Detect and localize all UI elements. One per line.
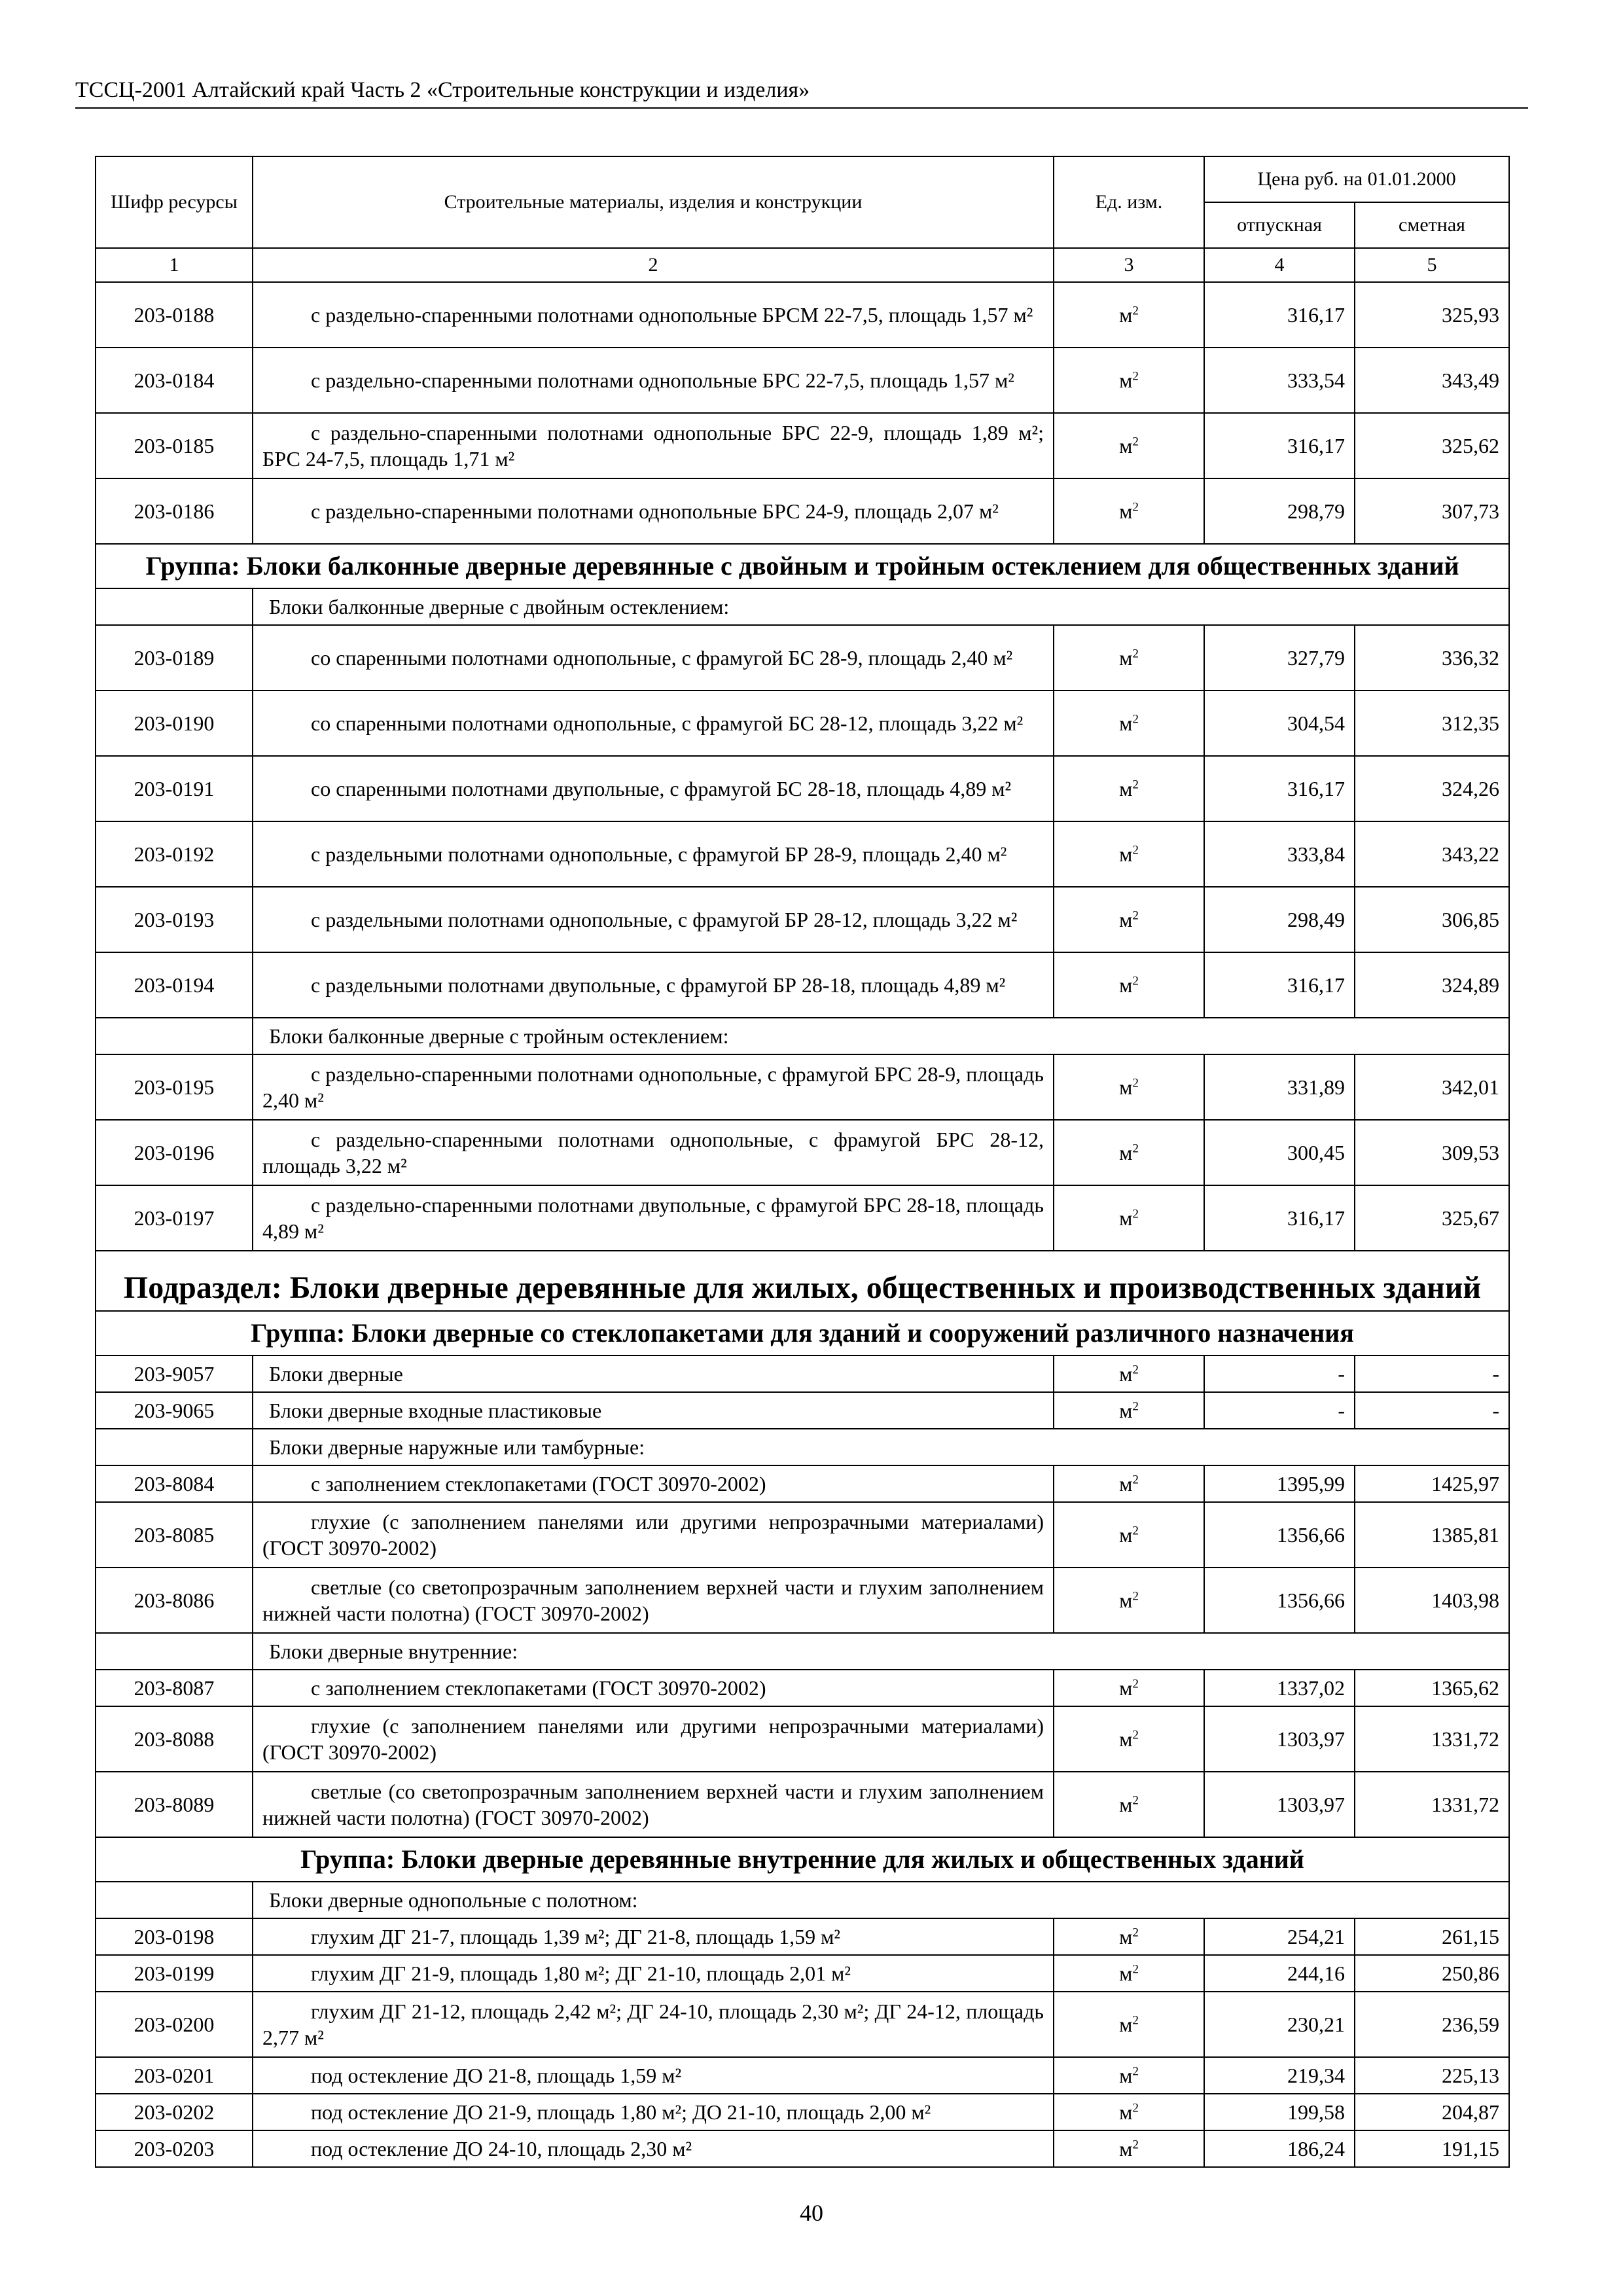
col-unit-header: Ед. изм. (1054, 156, 1204, 248)
resource-code: 203-0196 (96, 1120, 253, 1185)
subgroup-spacer (96, 1882, 253, 1918)
resource-code: 203-8085 (96, 1502, 253, 1568)
resource-code: 203-0184 (96, 348, 253, 413)
release-price: 1337,02 (1204, 1670, 1355, 1706)
estimate-price: 325,67 (1355, 1185, 1509, 1251)
estimate-price: 261,15 (1355, 1918, 1509, 1955)
subgroup-row (96, 1429, 1509, 1465)
unit-exponent: 2 (1132, 2013, 1139, 2027)
unit-base: м (1119, 776, 1133, 800)
table-row (96, 1955, 1509, 1992)
unit-exponent: 2 (1132, 303, 1139, 317)
unit-exponent: 2 (1132, 499, 1139, 514)
unit-base: м (1119, 2063, 1133, 2087)
subgroup-row (96, 1882, 1509, 1918)
subgroup-spacer (96, 1633, 253, 1670)
item-description: со спаренными полотнами двупольные, с фрамугой БС 28-18, площадь 4,89 м² (253, 756, 1054, 821)
release-price: 327,79 (1204, 625, 1355, 691)
price-table (95, 156, 1510, 2168)
estimate-price: 343,49 (1355, 348, 1509, 413)
release-price: 333,84 (1204, 821, 1355, 887)
release-price: 1356,66 (1204, 1502, 1355, 1568)
table-row (96, 1568, 1509, 1633)
item-description: с раздельно-спаренными полотнами однопольные БРСМ 22-7,5, площадь 1,57 м² (253, 282, 1054, 348)
unit-cell (1054, 756, 1204, 821)
unit-exponent: 2 (1132, 2100, 1139, 2115)
unit-exponent: 2 (1132, 1676, 1139, 1691)
release-price: 199,58 (1204, 2094, 1355, 2130)
estimate-price: 324,26 (1355, 756, 1509, 821)
item-description: с раздельными полотнами однопольные, с фрамугой БР 28-9, площадь 2,40 м² (253, 821, 1054, 887)
estimate-price: 191,15 (1355, 2130, 1509, 2167)
page-header: ТССЦ-2001 Алтайский край Часть 2 «Строительные конструкции и изделия» (75, 77, 1528, 109)
resource-code: 203-0191 (96, 756, 253, 821)
unit-cell (1054, 1355, 1204, 1392)
unit-cell (1054, 1568, 1204, 1633)
estimate-price: 324,89 (1355, 952, 1509, 1018)
release-price: 230,21 (1204, 1992, 1355, 2057)
table-row (96, 1992, 1509, 2057)
item-description: со спаренными полотнами однопольные, с фрамугой БС 28-12, площадь 3,22 м² (253, 691, 1054, 756)
col-number-2: 2 (253, 248, 1054, 282)
item-description: с раздельно-спаренными полотнами однопольные, с фрамугой БРС 28-9, площадь 2,40 м² (253, 1054, 1054, 1120)
unit-cell (1054, 282, 1204, 348)
estimate-price: 250,86 (1355, 1955, 1509, 1992)
unit-cell (1054, 2094, 1204, 2130)
unit-cell (1054, 2057, 1204, 2094)
resource-code: 203-0203 (96, 2130, 253, 2167)
item-description: с раздельными полотнами двупольные, с фрамугой БР 28-18, площадь 4,89 м² (253, 952, 1054, 1018)
resource-code: 203-0186 (96, 478, 253, 544)
subgroup-label: Блоки балконные дверные с двойным остеклением: (253, 588, 1509, 625)
subgroup-label: Блоки балконные дверные с тройным остеклением: (253, 1018, 1509, 1054)
resource-code: 203-0185 (96, 413, 253, 478)
release-price: - (1204, 1392, 1355, 1429)
col-number-5: 5 (1355, 248, 1509, 282)
unit-cell (1054, 413, 1204, 478)
estimate-price: 325,62 (1355, 413, 1509, 478)
estimate-price: 312,35 (1355, 691, 1509, 756)
col-number-4: 4 (1204, 248, 1355, 282)
resource-code: 203-8084 (96, 1465, 253, 1502)
subgroup-label: Блоки дверные внутренние: (253, 1633, 1509, 1670)
col-release-header: отпускная (1204, 202, 1355, 248)
release-price: 316,17 (1204, 952, 1355, 1018)
unit-exponent: 2 (1132, 842, 1139, 857)
resource-code: 203-8087 (96, 1670, 253, 1706)
unit-base: м (1119, 1140, 1133, 1164)
table-row (96, 348, 1509, 413)
unit-cell (1054, 952, 1204, 1018)
col-price-header: Цена руб. на 01.01.2000 (1204, 156, 1509, 202)
estimate-price: 1403,98 (1355, 1568, 1509, 1633)
release-price: - (1204, 1355, 1355, 1392)
unit-exponent: 2 (1132, 646, 1139, 660)
resource-code: 203-9065 (96, 1392, 253, 1429)
unit-base: м (1119, 1961, 1133, 1985)
table-row (96, 1392, 1509, 1429)
unit-exponent: 2 (1132, 1399, 1139, 1413)
item-description: с раздельными полотнами однопольные, с фрамугой БР 28-12, площадь 3,22 м² (253, 887, 1054, 952)
release-price: 1303,97 (1204, 1772, 1355, 1837)
table-row (96, 691, 1509, 756)
subgroup-row (96, 588, 1509, 625)
estimate-price: 336,32 (1355, 625, 1509, 691)
estimate-price: 1331,72 (1355, 1772, 1509, 1837)
unit-base: м (1119, 1361, 1133, 1386)
table-row (96, 952, 1509, 1018)
col-number-1: 1 (96, 248, 253, 282)
subgroup-row (96, 1018, 1509, 1054)
unit-exponent: 2 (1132, 711, 1139, 726)
table-row (96, 1918, 1509, 1955)
unit-cell (1054, 1465, 1204, 1502)
unit-base: м (1119, 2012, 1133, 2036)
group-row (96, 1837, 1509, 1882)
unit-base: м (1119, 1588, 1133, 1612)
estimate-price: 325,93 (1355, 282, 1509, 348)
resource-code: 203-0195 (96, 1054, 253, 1120)
unit-exponent: 2 (1132, 1727, 1139, 1742)
unit-base: м (1119, 711, 1133, 735)
table-row (96, 413, 1509, 478)
table-row (96, 1502, 1509, 1568)
unit-exponent: 2 (1132, 1206, 1139, 1221)
table-row (96, 1706, 1509, 1772)
release-price: 333,54 (1204, 348, 1355, 413)
unit-base: м (1119, 2136, 1133, 2161)
unit-base: м (1119, 302, 1133, 327)
unit-base: м (1119, 499, 1133, 523)
release-price: 1395,99 (1204, 1465, 1355, 1502)
estimate-price: - (1355, 1355, 1509, 1392)
unit-exponent: 2 (1132, 1472, 1139, 1486)
estimate-price: 342,01 (1355, 1054, 1509, 1120)
item-description: с раздельно-спаренными полотнами однопольные БРС 22-9, площадь 1,89 м²; БРС 24-7,5, площадь 1,71 м² (253, 413, 1054, 478)
group-title: Группа: Блоки дверные деревянные внутренние для жилых и общественных зданий (96, 1837, 1509, 1882)
subgroup-label: Блоки дверные наружные или тамбурные: (253, 1429, 1509, 1465)
resource-code: 203-0199 (96, 1955, 253, 1992)
unit-base: м (1119, 1398, 1133, 1422)
item-description: глухим ДГ 21-12, площадь 2,42 м²; ДГ 24-10, площадь 2,30 м²; ДГ 24-12, площадь 2,77 м² (253, 1992, 1054, 2057)
release-price: 316,17 (1204, 413, 1355, 478)
table-row (96, 1185, 1509, 1251)
unit-cell (1054, 1392, 1204, 1429)
unit-base: м (1119, 1727, 1133, 1751)
release-price: 316,17 (1204, 282, 1355, 348)
unit-exponent: 2 (1132, 1962, 1139, 1976)
table-row (96, 887, 1509, 952)
release-price: 254,21 (1204, 1918, 1355, 1955)
item-description: глухим ДГ 21-7, площадь 1,39 м²; ДГ 21-8, площадь 1,59 м² (253, 1918, 1054, 1955)
unit-base: м (1119, 973, 1133, 997)
unit-cell (1054, 1502, 1204, 1568)
unit-cell (1054, 625, 1204, 691)
group-title: Группа: Блоки балконные дверные деревянные с двойным и тройным остеклением для общественных зданий (96, 544, 1509, 588)
subgroup-spacer (96, 588, 253, 625)
unit-exponent: 2 (1132, 2064, 1139, 2078)
item-description: с раздельно-спаренными полотнами однопольные БРС 22-7,5, площадь 1,57 м² (253, 348, 1054, 413)
subgroup-spacer (96, 1429, 253, 1465)
item-description: под остекление ДО 21-8, площадь 1,59 м² (253, 2057, 1054, 2094)
resource-code: 203-8089 (96, 1772, 253, 1837)
unit-exponent: 2 (1132, 1075, 1139, 1090)
item-description: под остекление ДО 24-10, площадь 2,30 м² (253, 2130, 1054, 2167)
estimate-price: 236,59 (1355, 1992, 1509, 2057)
item-description: глухие (с заполнением панелями или другими непрозрачными материалами) (ГОСТ 30970-2002) (253, 1706, 1054, 1772)
unit-exponent: 2 (1132, 368, 1139, 383)
resource-code: 203-8086 (96, 1568, 253, 1633)
release-price: 316,17 (1204, 1185, 1355, 1251)
estimate-price: 343,22 (1355, 821, 1509, 887)
item-description: с раздельно-спаренными полотнами двупольные, с фрамугой БРС 28-18, площадь 4,89 м² (253, 1185, 1054, 1251)
unit-cell (1054, 887, 1204, 952)
unit-exponent: 2 (1132, 1141, 1139, 1155)
resource-code: 203-0190 (96, 691, 253, 756)
unit-cell (1054, 1706, 1204, 1772)
col-number-3: 3 (1054, 248, 1204, 282)
page-number: 40 (800, 2200, 823, 2226)
table-row (96, 1670, 1509, 1706)
group-row (96, 1311, 1509, 1355)
item-description: с заполнением стеклопакетами (ГОСТ 30970-2002) (253, 1670, 1054, 1706)
unit-base: м (1119, 1471, 1133, 1496)
unit-base: м (1119, 1676, 1133, 1700)
table-row (96, 282, 1509, 348)
table-row (96, 2057, 1509, 2094)
table-head (96, 156, 1509, 282)
group-row (96, 544, 1509, 588)
estimate-price: 1425,97 (1355, 1465, 1509, 1502)
table-body (96, 282, 1509, 2167)
unit-base: м (1119, 2100, 1133, 2124)
col-estimate-header: сметная (1355, 202, 1509, 248)
item-description: глухие (с заполнением панелями или другими непрозрачными материалами) (ГОСТ 30970-2002) (253, 1502, 1054, 1568)
resource-code: 203-0189 (96, 625, 253, 691)
unit-base: м (1119, 1075, 1133, 1099)
unit-cell (1054, 1955, 1204, 1992)
release-price: 186,24 (1204, 2130, 1355, 2167)
table-row (96, 1054, 1509, 1120)
unit-exponent: 2 (1132, 777, 1139, 791)
release-price: 219,34 (1204, 2057, 1355, 2094)
release-price: 304,54 (1204, 691, 1355, 756)
item-description: светлые (со светопрозрачным заполнением верхней части и глухим заполнением нижней части полотна) (ГОСТ 30970-2002) (253, 1772, 1054, 1837)
release-price: 316,17 (1204, 756, 1355, 821)
release-price: 298,79 (1204, 478, 1355, 544)
unit-cell (1054, 1185, 1204, 1251)
table-row (96, 625, 1509, 691)
estimate-price: 1385,81 (1355, 1502, 1509, 1568)
unit-cell (1054, 1670, 1204, 1706)
estimate-price: 1365,62 (1355, 1670, 1509, 1706)
unit-cell (1054, 691, 1204, 756)
table-row (96, 756, 1509, 821)
resource-code: 203-0197 (96, 1185, 253, 1251)
subgroup-spacer (96, 1018, 253, 1054)
estimate-price: 204,87 (1355, 2094, 1509, 2130)
unit-exponent: 2 (1132, 2137, 1139, 2151)
resource-code: 203-0194 (96, 952, 253, 1018)
item-description: с заполнением стеклопакетами (ГОСТ 30970-2002) (253, 1465, 1054, 1502)
unit-exponent: 2 (1132, 1793, 1139, 1807)
unit-base: м (1119, 368, 1133, 392)
estimate-price: 225,13 (1355, 2057, 1509, 2094)
unit-exponent: 2 (1132, 1925, 1139, 1939)
unit-base: м (1119, 1924, 1133, 1948)
resource-code: 203-0202 (96, 2094, 253, 2130)
item-description: с раздельно-спаренными полотнами однопольные, с фрамугой БРС 28-12, площадь 3,22 м² (253, 1120, 1054, 1185)
table-row (96, 2130, 1509, 2167)
item-description: Блоки дверные входные пластиковые (253, 1392, 1054, 1429)
group-title: Группа: Блоки дверные со стеклопакетами для зданий и сооружений различного назначения (96, 1311, 1509, 1355)
release-price: 300,45 (1204, 1120, 1355, 1185)
unit-exponent: 2 (1132, 973, 1139, 988)
unit-cell (1054, 478, 1204, 544)
table-row (96, 821, 1509, 887)
unit-exponent: 2 (1132, 1362, 1139, 1376)
release-price: 244,16 (1204, 1955, 1355, 1992)
unit-exponent: 2 (1132, 434, 1139, 448)
table-row (96, 2094, 1509, 2130)
unit-cell (1054, 821, 1204, 887)
unit-cell (1054, 1918, 1204, 1955)
subgroup-row (96, 1633, 1509, 1670)
unit-base: м (1119, 907, 1133, 931)
col-code-header: Шифр ресурсы (96, 156, 253, 248)
unit-base: м (1119, 645, 1133, 670)
unit-cell (1054, 1054, 1204, 1120)
unit-base: м (1119, 1792, 1133, 1816)
unit-base: м (1119, 842, 1133, 866)
unit-cell (1054, 1992, 1204, 2057)
item-description: под остекление ДО 21-9, площадь 1,80 м²; ДО 21-10, площадь 2,00 м² (253, 2094, 1054, 2130)
estimate-price: 306,85 (1355, 887, 1509, 952)
resource-code: 203-0188 (96, 282, 253, 348)
unit-base: м (1119, 1206, 1133, 1230)
unit-exponent: 2 (1132, 1523, 1139, 1537)
item-description: глухим ДГ 21-9, площадь 1,80 м²; ДГ 21-10, площадь 2,01 м² (253, 1955, 1054, 1992)
release-price: 1303,97 (1204, 1706, 1355, 1772)
estimate-price: - (1355, 1392, 1509, 1429)
unit-base: м (1119, 1522, 1133, 1547)
release-price: 331,89 (1204, 1054, 1355, 1120)
estimate-price: 1331,72 (1355, 1706, 1509, 1772)
unit-exponent: 2 (1132, 1588, 1139, 1603)
resource-code: 203-0201 (96, 2057, 253, 2094)
unit-cell (1054, 348, 1204, 413)
subsection-title: Подраздел: Блоки дверные деревянные для жилых, общественных и производственных зданий (96, 1251, 1509, 1311)
resource-code: 203-0200 (96, 1992, 253, 2057)
table-row (96, 1772, 1509, 1837)
unit-exponent: 2 (1132, 908, 1139, 922)
resource-code: 203-8088 (96, 1706, 253, 1772)
table-row (96, 1465, 1509, 1502)
unit-cell (1054, 2130, 1204, 2167)
resource-code: 203-0192 (96, 821, 253, 887)
item-description: Блоки дверные (253, 1355, 1054, 1392)
item-description: со спаренными полотнами однопольные, с фрамугой БС 28-9, площадь 2,40 м² (253, 625, 1054, 691)
unit-base: м (1119, 433, 1133, 457)
resource-code: 203-9057 (96, 1355, 253, 1392)
estimate-price: 309,53 (1355, 1120, 1509, 1185)
estimate-price: 307,73 (1355, 478, 1509, 544)
item-description: светлые (со светопрозрачным заполнением верхней части и глухим заполнением нижней части полотна) (ГОСТ 30970-2002) (253, 1568, 1054, 1633)
resource-code: 203-0198 (96, 1918, 253, 1955)
resource-code: 203-0193 (96, 887, 253, 952)
release-price: 298,49 (1204, 887, 1355, 952)
table-row (96, 1355, 1509, 1392)
release-price: 1356,66 (1204, 1568, 1355, 1633)
table-row (96, 1120, 1509, 1185)
item-description: с раздельно-спаренными полотнами однопольные БРС 24-9, площадь 2,07 м² (253, 478, 1054, 544)
col-name-header: Строительные материалы, изделия и конструкции (253, 156, 1054, 248)
unit-cell (1054, 1120, 1204, 1185)
table-row (96, 478, 1509, 544)
unit-cell (1054, 1772, 1204, 1837)
subgroup-label: Блоки дверные однопольные с полотном: (253, 1882, 1509, 1918)
subsection-row (96, 1251, 1509, 1311)
